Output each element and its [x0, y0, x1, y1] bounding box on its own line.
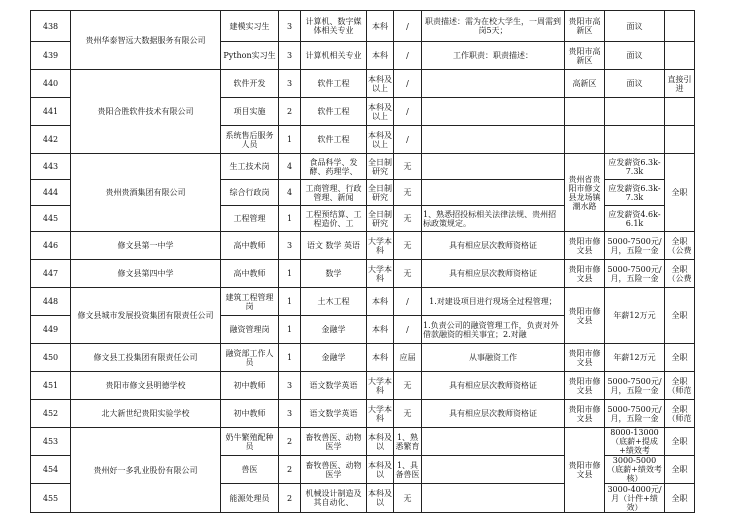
- work-location: 贵阳市修文县: [565, 428, 605, 513]
- table-row: [31, 344, 695, 372]
- row-number: 445: [31, 206, 71, 232]
- salary: 年薪12万元: [605, 288, 665, 344]
- work-location: 贵阳市高新区: [565, 11, 605, 42]
- job-requirement: [422, 484, 565, 513]
- position-name: 兽医: [221, 456, 279, 484]
- degree-requirement: 本科及以: [367, 456, 394, 484]
- company-name: 修文县第四中学: [71, 260, 221, 288]
- job-requirement: 具有相应层次教师资格证: [422, 372, 565, 400]
- age-requirement: /: [394, 11, 422, 42]
- degree-requirement: 本科: [367, 42, 394, 70]
- hiring-count: 1: [279, 260, 301, 288]
- job-requirement: [422, 70, 565, 98]
- position-name: Python实习生: [221, 42, 279, 70]
- row-number: 444: [31, 180, 71, 206]
- salary: 面议: [605, 11, 665, 42]
- age-requirement: 无: [394, 154, 422, 180]
- position-name: 奶牛繁殖配种员: [221, 428, 279, 456]
- position-name: 融资管理岗: [221, 316, 279, 344]
- job-requirement: 1.对建设项目进行现场全过程管理；: [422, 288, 565, 316]
- company-name: 北大新世纪贵阳实验学校: [71, 400, 221, 428]
- major-requirement: 数学: [301, 260, 367, 288]
- company-name: 修文县第一中学: [71, 232, 221, 260]
- job-requirement: 从事融资工作: [422, 344, 565, 372]
- age-requirement: 1、熟悉繁育: [394, 428, 422, 456]
- degree-requirement: 全日制研究: [367, 206, 394, 232]
- job-requirement: [422, 154, 565, 180]
- age-requirement: 无: [394, 372, 422, 400]
- hiring-count: 1: [279, 344, 301, 372]
- row-number: 451: [31, 372, 71, 400]
- row-number: 453: [31, 428, 71, 456]
- job-requirement: [422, 456, 565, 484]
- major-requirement: 计算机、数字媒体相关专业: [301, 11, 367, 42]
- degree-requirement: 本科及以上: [367, 126, 394, 154]
- remark: 全职: [665, 288, 695, 344]
- remark: 全职（师范: [665, 400, 695, 428]
- hiring-count: 4: [279, 154, 301, 180]
- degree-requirement: 本科及以: [367, 428, 394, 456]
- salary: 5000-7500元/月，五险一金: [605, 372, 665, 400]
- row-number: 449: [31, 316, 71, 344]
- company-name: 修文县城市发展投资集团有限责任公司: [71, 288, 221, 344]
- row-number: 439: [31, 42, 71, 70]
- major-requirement: 机械设计制造及其自动化、: [301, 484, 367, 513]
- degree-requirement: 本科: [367, 344, 394, 372]
- salary: 5000-7500元/月，五险一金: [605, 232, 665, 260]
- remark: 全职: [665, 484, 695, 513]
- major-requirement: 软件工程: [301, 70, 367, 98]
- major-requirement: 畜牧兽医、动物医学: [301, 456, 367, 484]
- table-row: [31, 428, 695, 456]
- job-requirement: 1.负责公司的融资管理工作，负责对外借款融资的相关事宜；2.对融: [422, 316, 565, 344]
- degree-requirement: 大学本科: [367, 372, 394, 400]
- table-row: [31, 288, 695, 316]
- degree-requirement: 本科及以上: [367, 98, 394, 126]
- row-number: 447: [31, 260, 71, 288]
- salary: 应发薪资6.3k-7.3k: [605, 154, 665, 180]
- hiring-count: 2: [279, 98, 301, 126]
- job-requirement: [422, 98, 565, 126]
- hiring-count: 2: [279, 456, 301, 484]
- degree-requirement: 全日制研究: [367, 154, 394, 180]
- position-name: 建筑工程管理岗: [221, 288, 279, 316]
- hiring-count: 1: [279, 288, 301, 316]
- hiring-count: 3: [279, 372, 301, 400]
- degree-requirement: 大学本科: [367, 260, 394, 288]
- table-row: [31, 154, 695, 180]
- major-requirement: 土木工程: [301, 288, 367, 316]
- work-location: 贵阳市修文县: [565, 344, 605, 372]
- table-row: [31, 372, 695, 400]
- table-row: [31, 11, 695, 42]
- remark: 全职（公费: [665, 232, 695, 260]
- hiring-count: 2: [279, 484, 301, 513]
- salary: 面议: [605, 42, 665, 70]
- company-name: 修文县工投集团有限责任公司: [71, 344, 221, 372]
- remark: [665, 11, 695, 42]
- salary: 5000-7500元/月，五险一金: [605, 260, 665, 288]
- company-name: 贵阳合胜软件技术有限公司: [71, 70, 221, 154]
- salary: 5000-7500元/月，五险一金: [605, 400, 665, 428]
- work-location: 贵阳市修文县: [565, 288, 605, 344]
- age-requirement: 1、具备兽医: [394, 456, 422, 484]
- position-name: 工程管理: [221, 206, 279, 232]
- major-requirement: 食品科学、发酵、药理学、: [301, 154, 367, 180]
- job-requirement: 具有相应层次教师资格证: [422, 260, 565, 288]
- major-requirement: 语文数学英语: [301, 372, 367, 400]
- company-name: 贵阳市修文县明德学校: [71, 372, 221, 400]
- major-requirement: 语文 数学 英语: [301, 232, 367, 260]
- degree-requirement: 本科及以: [367, 484, 394, 513]
- job-requirement: 工作职责：职责描述：: [422, 42, 565, 70]
- salary: 面议: [605, 70, 665, 98]
- age-requirement: /: [394, 98, 422, 126]
- table-row: [31, 70, 695, 98]
- work-location: 贵阳市修文县: [565, 232, 605, 260]
- company-name: 贵州华泰智远大数据服务有限公司: [71, 11, 221, 70]
- salary: 3000-5000（底薪+绩效考核）: [605, 456, 665, 484]
- degree-requirement: 全日制研究: [367, 180, 394, 206]
- major-requirement: 工商管理、行政管理、新闻: [301, 180, 367, 206]
- position-name: 系统售后服务人员: [221, 126, 279, 154]
- age-requirement: 无: [394, 400, 422, 428]
- work-location: 贵阳市高新区: [565, 42, 605, 70]
- row-number: 454: [31, 456, 71, 484]
- row-number: 448: [31, 288, 71, 316]
- job-requirement: [422, 180, 565, 206]
- age-requirement: 无: [394, 180, 422, 206]
- position-name: 初中教师: [221, 400, 279, 428]
- age-requirement: /: [394, 70, 422, 98]
- age-requirement: /: [394, 316, 422, 344]
- salary: 年薪12万元: [605, 344, 665, 372]
- position-name: 初中教师: [221, 372, 279, 400]
- job-listings-table: [30, 10, 695, 513]
- hiring-count: 1: [279, 206, 301, 232]
- age-requirement: 无: [394, 260, 422, 288]
- major-requirement: 计算机相关专业: [301, 42, 367, 70]
- position-name: 建模实习生: [221, 11, 279, 42]
- position-name: 能源处理员: [221, 484, 279, 513]
- job-requirement: [422, 428, 565, 456]
- position-name: 生工技术岗: [221, 154, 279, 180]
- company-name: 贵州好一多乳业股份有限公司: [71, 428, 221, 513]
- hiring-count: 3: [279, 232, 301, 260]
- remark: 全职: [665, 428, 695, 456]
- major-requirement: 语文数学英语: [301, 400, 367, 428]
- work-location: 贵阳市修文县: [565, 400, 605, 428]
- major-requirement: 金融学: [301, 344, 367, 372]
- job-requirement: 1、熟悉招投标相关法律法规、贵州招标政策规定。: [422, 206, 565, 232]
- remark: 全职（师范: [665, 372, 695, 400]
- remark: [665, 42, 695, 70]
- hiring-count: 1: [279, 126, 301, 154]
- major-requirement: 软件工程: [301, 98, 367, 126]
- hiring-count: 2: [279, 428, 301, 456]
- remark: 全职: [665, 154, 695, 232]
- salary: 3000-4000元/月（计件+绩效）: [605, 484, 665, 513]
- table-row: [31, 232, 695, 260]
- salary: 应发薪资6.3k-7.3k: [605, 180, 665, 206]
- degree-requirement: 本科及以上: [367, 70, 394, 98]
- remark: 全职（公费: [665, 260, 695, 288]
- hiring-count: 3: [279, 400, 301, 428]
- degree-requirement: 大学本科: [367, 400, 394, 428]
- major-requirement: 金融学: [301, 316, 367, 344]
- work-location: 高新区: [565, 70, 605, 98]
- salary: 8000-13000（底薪+提成+绩效考: [605, 428, 665, 456]
- row-number: 440: [31, 70, 71, 98]
- major-requirement: 畜牧兽医、动物医学: [301, 428, 367, 456]
- remark: 直接引进: [665, 70, 695, 98]
- job-requirement: 职责描述：需为在校大学生，一周需到岗5天；: [422, 11, 565, 42]
- position-name: 软件开发: [221, 70, 279, 98]
- row-number: 455: [31, 484, 71, 513]
- salary: 应发薪资4.6k-6.1k: [605, 206, 665, 232]
- degree-requirement: 本科: [367, 11, 394, 42]
- position-name: 融资部工作人员: [221, 344, 279, 372]
- row-number: 452: [31, 400, 71, 428]
- age-requirement: /: [394, 42, 422, 70]
- major-requirement: 工程预结算、工程造价、工: [301, 206, 367, 232]
- row-number: 443: [31, 154, 71, 180]
- hiring-count: 1: [279, 316, 301, 344]
- job-requirement: 具有相应层次教师资格证: [422, 232, 565, 260]
- age-requirement: /: [394, 288, 422, 316]
- age-requirement: 无: [394, 206, 422, 232]
- row-number: 438: [31, 11, 71, 42]
- hiring-count: 4: [279, 180, 301, 206]
- degree-requirement: 本科: [367, 288, 394, 316]
- work-location: 贵阳市修文县: [565, 260, 605, 288]
- job-requirement: [422, 126, 565, 154]
- row-number: 446: [31, 232, 71, 260]
- work-location: 贵州省贵阳市修文县龙场镇潮水路: [565, 154, 605, 232]
- age-requirement: 应届: [394, 344, 422, 372]
- row-number: 450: [31, 344, 71, 372]
- hiring-count: 3: [279, 42, 301, 70]
- remark: 全职: [665, 456, 695, 484]
- company-name: 贵州贵酒集团有限公司: [71, 154, 221, 232]
- major-requirement: 软件工程: [301, 126, 367, 154]
- age-requirement: 无: [394, 232, 422, 260]
- work-location: 贵阳市修文县: [565, 372, 605, 400]
- table-row: [31, 260, 695, 288]
- degree-requirement: 大学本科: [367, 232, 394, 260]
- position-name: 高中教师: [221, 232, 279, 260]
- row-number: 442: [31, 126, 71, 154]
- degree-requirement: 本科: [367, 316, 394, 344]
- age-requirement: 无: [394, 484, 422, 513]
- hiring-count: 3: [279, 11, 301, 42]
- table-row: [31, 400, 695, 428]
- position-name: 高中教师: [221, 260, 279, 288]
- row-number: 441: [31, 98, 71, 126]
- position-name: 综合行政岗: [221, 180, 279, 206]
- job-requirement: 具有相应层次教师资格证: [422, 400, 565, 428]
- remark: 全职: [665, 344, 695, 372]
- age-requirement: /: [394, 126, 422, 154]
- hiring-count: 3: [279, 70, 301, 98]
- position-name: 项目实施: [221, 98, 279, 126]
